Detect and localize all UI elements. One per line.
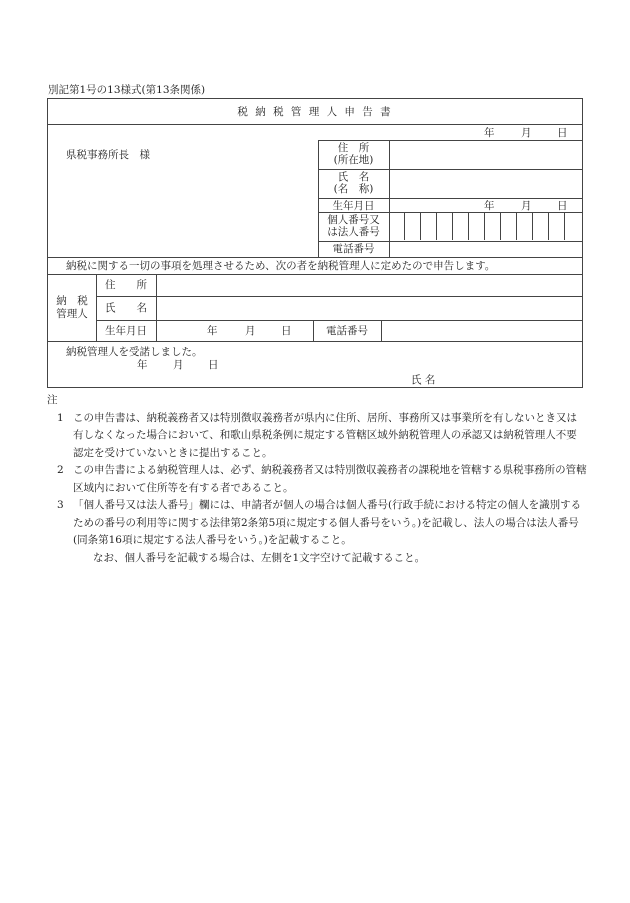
manager-birth-month: 月 (245, 325, 256, 337)
applicant-id-label: 個人番号又 (327, 214, 380, 226)
manager-phone-label: 電話番号 (326, 325, 368, 337)
applicant-phone-label: 電話番号 (332, 243, 375, 255)
declaration-text: 納税に関する一切の事項を処理させるため、次の者を納税管理人に定めたので申告します。 (66, 260, 496, 272)
applicant-name-sublabel: (名 称) (333, 183, 374, 195)
manager-birthdate-label: 生年月日 (105, 325, 147, 337)
date-month: 月 (521, 127, 532, 139)
acceptance-year: 年 (137, 359, 148, 371)
manager-name-field[interactable] (157, 297, 582, 319)
manager-address-field[interactable] (157, 275, 582, 295)
note-extra: なお、個人番号を記載する場合は、左側を1文字空けて記載すること。 (93, 551, 426, 564)
date-year: 年 (484, 127, 495, 139)
acceptance-month: 月 (173, 359, 184, 371)
manager-address-label: 住 所 (105, 279, 147, 291)
manager-name-label: 氏 名 (105, 302, 147, 314)
addressee: 県税事務所長 様 (66, 149, 150, 161)
form-title: 税 納 税 管 理 人 申 告 書 (237, 106, 393, 118)
acceptance-day: 日 (208, 359, 219, 371)
applicant-address-sublabel: (所在地) (333, 154, 374, 166)
applicant-address-label: 住 所 (337, 142, 370, 154)
note-item (47, 410, 587, 463)
date-day: 日 (557, 127, 568, 139)
note-number: 3 (57, 499, 64, 511)
note-text: この申告書は、納税義務者又は特別徴収義務者が県内に住所、居所、事務所又は事業所を有しないとき又は有しなくなった場合において、和歌山県税条例に規定する管轄区域外納税管理人の承認又は納税管理人不要認定を受けていないときに提出すること。 (73, 411, 577, 459)
acceptance-name-label: 氏 名 (411, 374, 436, 386)
note-number: 1 (57, 411, 64, 424)
applicant-birth-year: 年 (484, 200, 495, 212)
notes-heading: 注 (47, 394, 58, 406)
manager-birth-day: 日 (281, 325, 292, 337)
applicant-id-sublabel: は法人番号 (327, 226, 380, 238)
form-caption: 別記第1号の13様式(第13条関係) (48, 84, 206, 96)
manager-phone-field[interactable] (382, 321, 582, 340)
applicant-birth-day: 日 (557, 200, 568, 212)
applicant-birth-month: 月 (521, 200, 532, 212)
acceptance-text: 納税管理人を受諾しました。 (66, 346, 203, 358)
tax-manager-declaration-form (47, 98, 583, 388)
applicant-address-field[interactable] (390, 141, 582, 168)
manager-birth-year: 年 (207, 325, 218, 337)
note-text: この申告書による納税管理人は、必ず、納税義務者又は特別徴収義務者の課税地を管轄する県税事務所の管轄区域内において住所等を有する者であること。 (73, 464, 587, 494)
applicant-name-field[interactable] (390, 170, 582, 197)
applicant-birthdate-label: 生年月日 (332, 200, 375, 212)
applicant-name-label: 氏 名 (337, 171, 370, 183)
note-item (47, 462, 587, 497)
note-text: 「個人番号又は法人番号」欄には、申請者が個人の場合は個人番号(行政手続における特定の個人を識別するための番号の利用等に関する法律第2条第5項に規定する個人番号をいう。)を記載し、法人の場合は法人番号(同条第16項に規定する法人番号をいう。)を記載すること。 (73, 499, 582, 546)
applicant-id-number-boxes[interactable] (390, 213, 582, 240)
notes-section (47, 392, 587, 567)
note-item (47, 497, 587, 550)
manager-label: 納 税 (56, 295, 88, 307)
note-number: 2 (57, 464, 64, 476)
applicant-phone-field[interactable] (390, 242, 582, 256)
manager-sublabel: 管理人 (56, 308, 88, 320)
